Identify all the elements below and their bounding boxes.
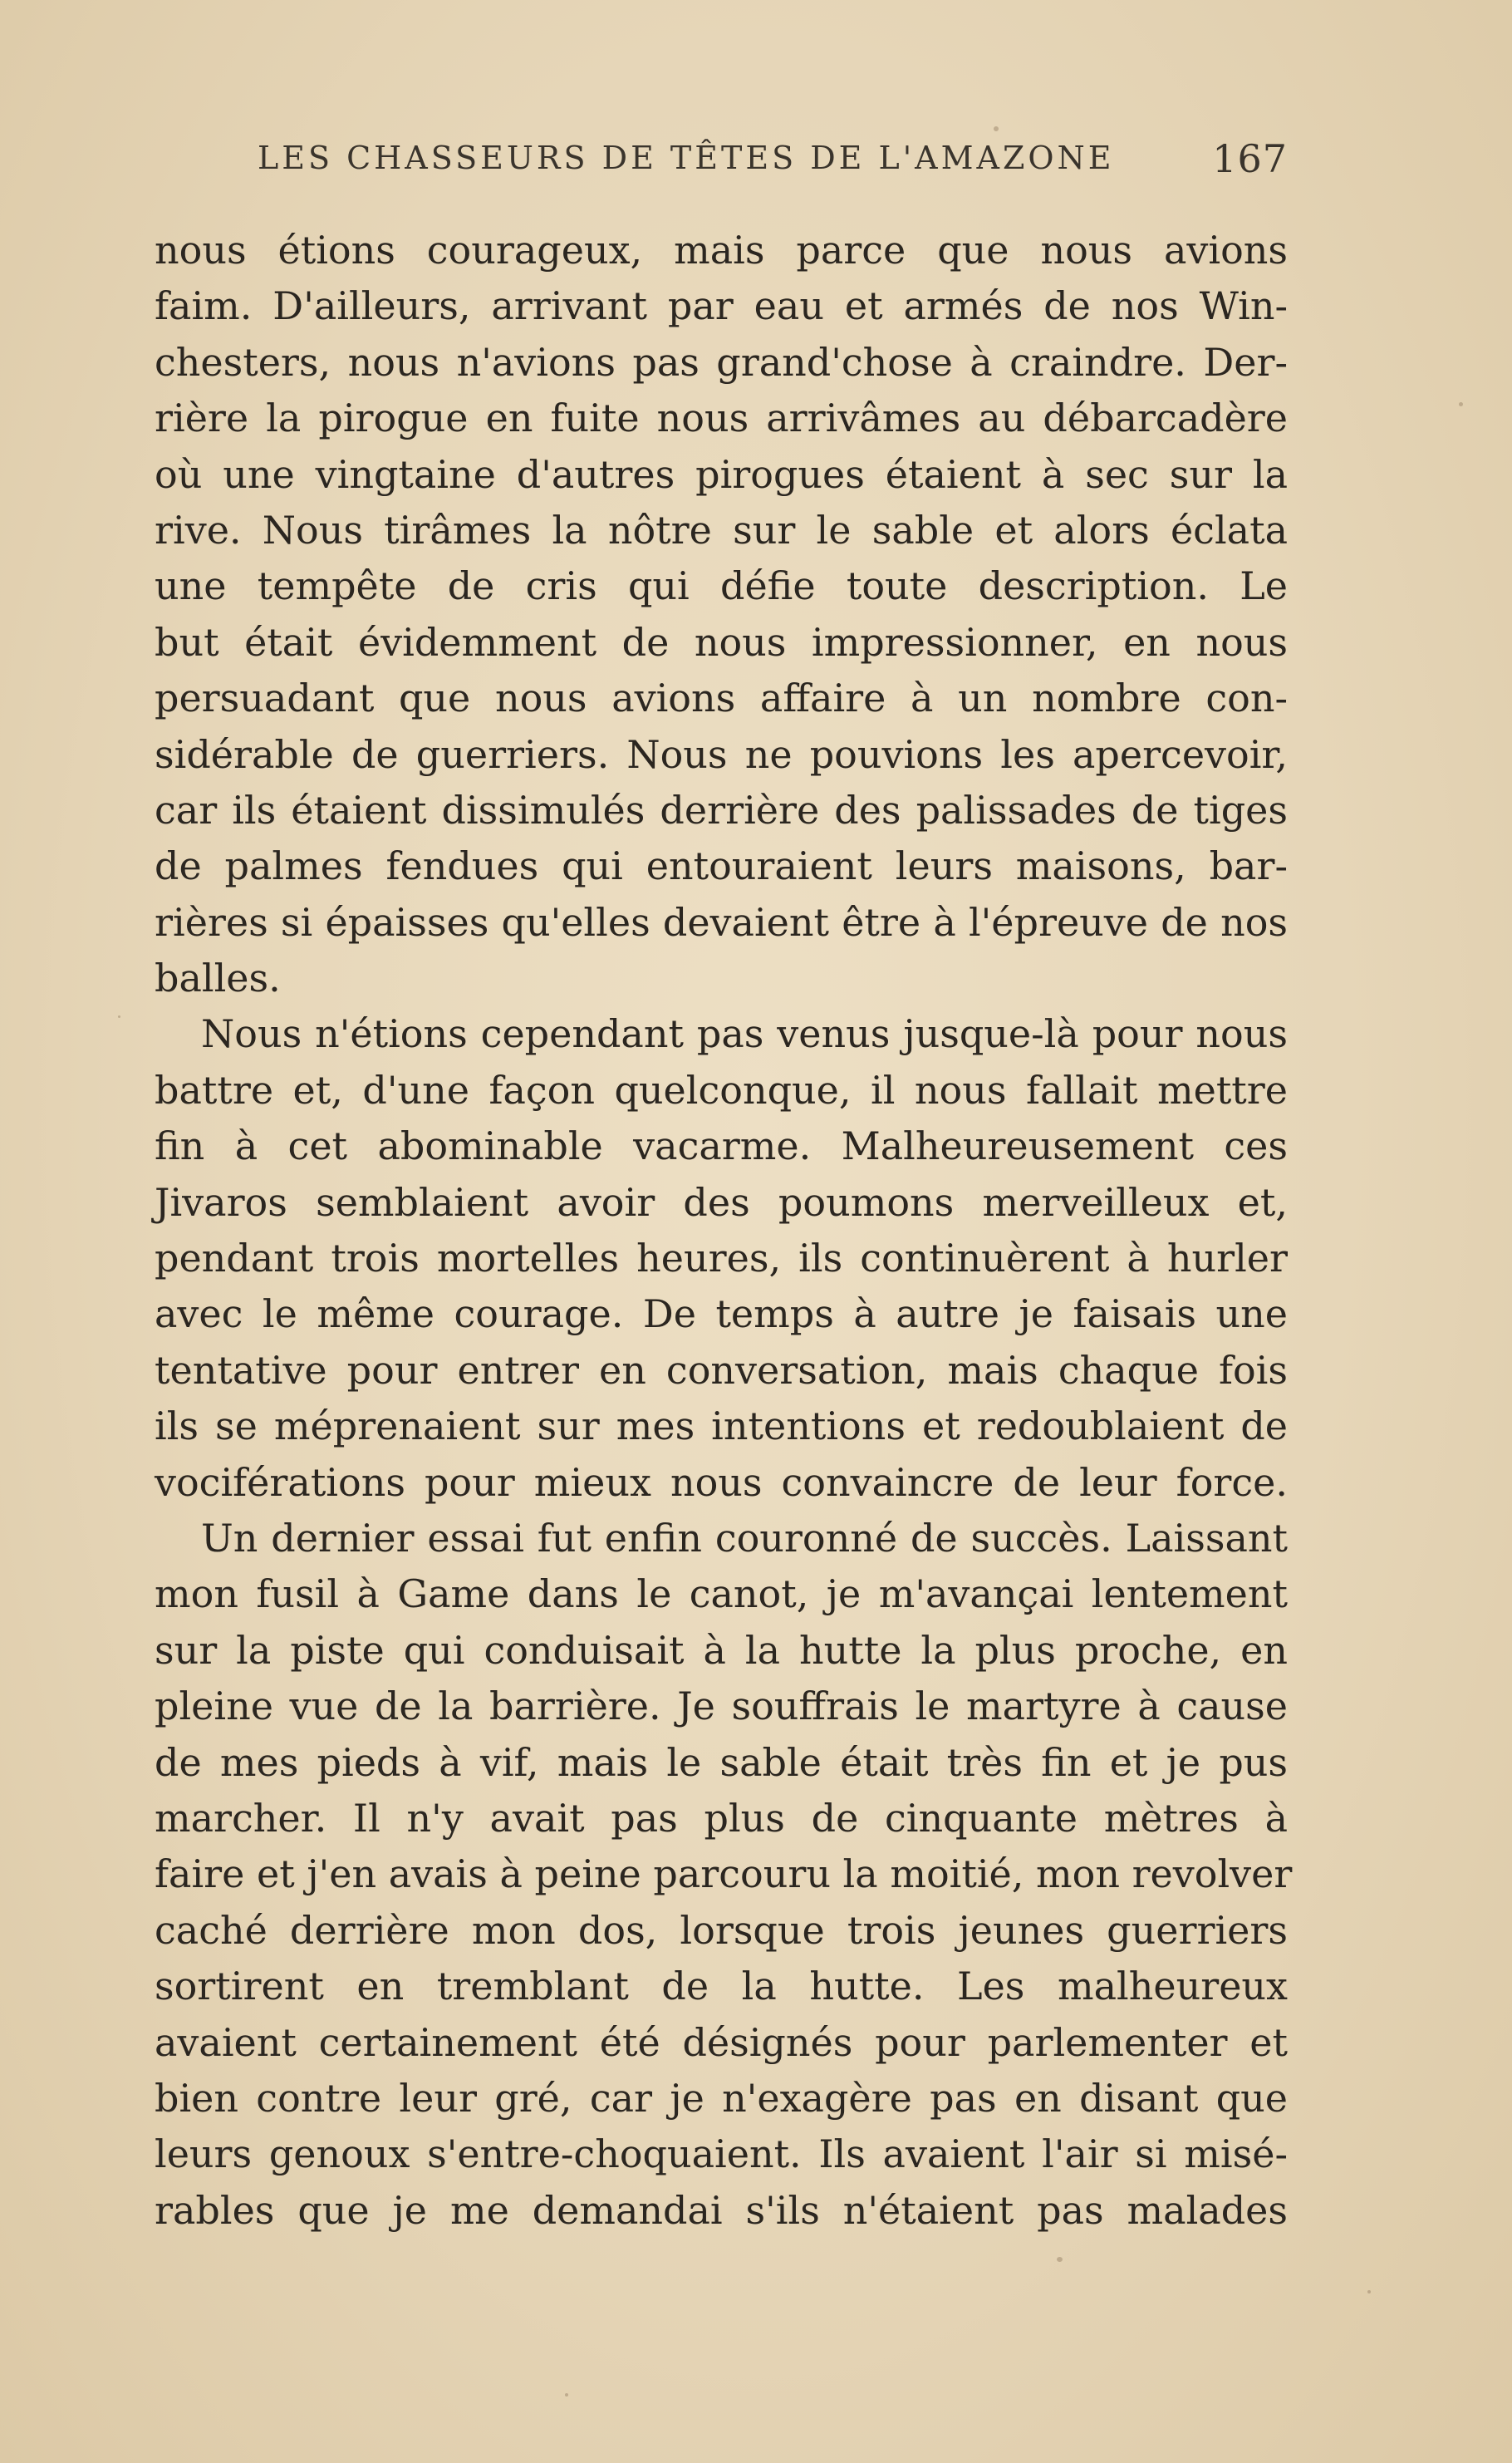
text-line: sur la piste qui conduisait à la hutte la plus proche, en [155, 1627, 1288, 1673]
paper-speck [118, 1015, 120, 1018]
text-line: de palmes fendues qui entouraient leurs maisons, bar- [155, 843, 1288, 889]
text-line: mon fusil à Game dans le canot, je m'avançai lentement [155, 1571, 1288, 1617]
page-number: 167 [1212, 136, 1288, 181]
paper-speck [565, 2393, 568, 2397]
text-line: pleine vue de la barrière. Je souffrais le martyre à cause [155, 1684, 1288, 1729]
text-line: fin à cet abominable vacarme. Malheureusement ces [155, 1123, 1288, 1169]
text-line: une tempête de cris qui défie toute description. Le [155, 563, 1288, 609]
text-line: balles. [155, 956, 281, 1001]
paper-speck [1057, 2257, 1063, 2262]
text-line: sidérable de guerriers. Nous ne pouvions les apercevoir, [155, 731, 1288, 777]
paper-speck [1459, 402, 1463, 406]
text-line: leurs genoux s'entre-choquaient. Ils avaient l'air si misé- [155, 2131, 1288, 2177]
text-line: sortirent en tremblant de la hutte. Les malheureux [155, 1964, 1288, 2009]
text-line: chesters, nous n'avions pas grand'chose à craindre. Der- [155, 339, 1288, 385]
paper-speck [1367, 2290, 1371, 2293]
text-line: rières si épaisses qu'elles devaient être à l'épreuve de nos [155, 899, 1288, 945]
text-line: caché derrière mon dos, lorsque trois jeunes guerriers [155, 1907, 1288, 1953]
paper-speck [994, 126, 999, 131]
text-line: Jivaros semblaient avoir des poumons merveilleux et, [155, 1179, 1288, 1225]
text-line: faim. D'ailleurs, arrivant par eau et armés de nos Win- [155, 283, 1288, 329]
text-line: Un dernier essai fut enfin couronné de succès. Laissant [201, 1515, 1288, 1561]
text-line: rière la pirogue en fuite nous arrivâmes au débarcadère [155, 396, 1288, 441]
text-line: faire et j'en avais à peine parcouru la moitié, mon revolver [155, 1851, 1293, 1897]
body-text [155, 223, 1293, 2239]
text-line: avec le même courage. De temps à autre je faisais une [155, 1291, 1288, 1337]
text-line: vociférations pour mieux nous convaincre de leur force. [155, 1459, 1288, 1505]
text-line: car ils étaient dissimulés derrière des palissades de tiges [155, 787, 1288, 833]
text-line: marcher. Il n'y avait pas plus de cinquante mètres à [155, 1795, 1288, 1841]
text-line: battre et, d'une façon quelconque, il nous fallait mettre [155, 1067, 1288, 1113]
text-line: rive. Nous tirâmes la nôtre sur le sable et alors éclata [155, 507, 1288, 553]
text-line: ils se méprenaient sur mes intentions et redoublaient de [155, 1404, 1288, 1449]
text-line: avaient certainement été désignés pour parlementer et [155, 2019, 1288, 2065]
text-line: but était évidemment de nous impressionner, en nous [155, 619, 1288, 665]
text-line: bien contre leur gré, car je n'exagère pas en disant que [155, 2075, 1288, 2121]
text-line: rables que je me demandai s'ils n'étaient pas malades [155, 2187, 1288, 2233]
running-title: LES CHASSEURS DE TÊTES DE L'AMAZONE [258, 140, 1115, 176]
running-head [258, 136, 1288, 198]
text-line: de mes pieds à vif, mais le sable était très fin et je pus [155, 1739, 1288, 1785]
text-line: tentative pour entrer en conversation, mais chaque fois [155, 1347, 1288, 1393]
text-line: Nous n'étions cependant pas venus jusque-là pour nous [201, 1011, 1288, 1057]
text-line: persuadant que nous avions affaire à un nombre con- [155, 676, 1288, 721]
text-line: pendant trois mortelles heures, ils continuèrent à hurler [155, 1236, 1288, 1281]
text-line: nous étions courageux, mais parce que nous avions [155, 228, 1288, 273]
text-line: où une vingtaine d'autres pirogues étaient à sec sur la [155, 451, 1288, 497]
